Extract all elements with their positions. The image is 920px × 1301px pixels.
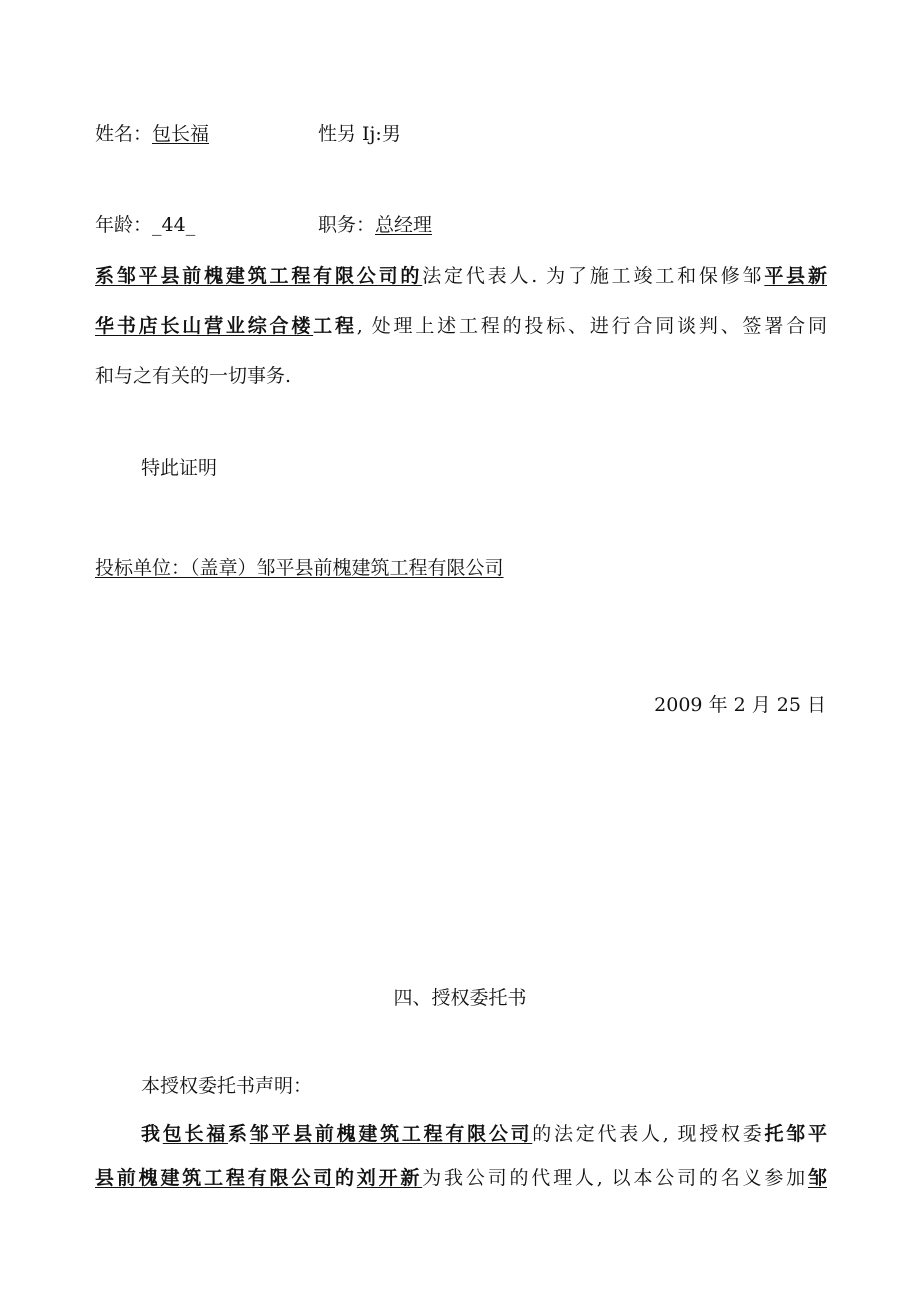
name-label: 姓名： (95, 123, 153, 145)
position-label: 职务： (318, 214, 376, 236)
gender-label: 性另 Ij: (318, 123, 382, 145)
auth-company-start: 托邹平 (764, 1123, 827, 1145)
name-row (95, 122, 209, 146)
age-row (95, 213, 195, 237)
auth-company-name: 邹平县前槐建筑工程有限公司 (249, 1123, 533, 1145)
project-name-part-2: 华书店长山营业综合楼 (95, 315, 314, 337)
age-value: _44_ (152, 214, 196, 236)
p1-text-2: , 处理上述工程的投标、进行合同谈判、签署合同 (356, 315, 827, 337)
section-heading: 四、授权委托书 (393, 987, 527, 1009)
project-word: 工程 (313, 315, 357, 337)
paragraph-1-line-3: 和与之有关的一切事务. (95, 365, 292, 387)
auth-text-1: 的法定代表人, 现授权委 (532, 1123, 765, 1145)
auth-xi: 系 (227, 1123, 250, 1145)
statement-text: 本授权委托书声明： (141, 1075, 313, 1097)
auth-text-2: 为我公司的代理人, 以本公司的名义参加 (422, 1167, 808, 1189)
name-value: 包长福 (152, 123, 210, 145)
date-text: 2009 年 2 月 25 日 (654, 694, 826, 716)
project-name-part-1: 平县新 (764, 265, 827, 287)
auth-de: 的 (334, 1167, 357, 1189)
gender-value: 男 (381, 123, 401, 145)
paragraph-1-line-2 (95, 314, 827, 338)
auth-agent-name: 刘开新 (356, 1167, 423, 1189)
auth-i: 我 (141, 1123, 163, 1145)
auth-company-rest: 县前槐建筑工程有限公司 (95, 1167, 335, 1189)
paragraph-1-line-1 (95, 264, 827, 288)
age-label: 年龄： (95, 214, 153, 236)
position-value: 总经理 (375, 214, 433, 236)
certify-text: 特此证明 (141, 457, 218, 479)
auth-legal-rep-name: 包长福 (162, 1123, 228, 1145)
auth-line-2 (95, 1166, 827, 1190)
position-row (318, 213, 432, 237)
auth-line-1 (141, 1122, 827, 1146)
auth-project-start: 邹 (807, 1167, 827, 1189)
p1-text-1: 法定代表人. 为了施工竣工和保修邹 (422, 265, 765, 287)
bidder-line: 投标单位：（盖章）邹平县前槐建筑工程有限公司 (95, 557, 504, 579)
gender-row (318, 122, 401, 146)
company-name: 系邹平县前槐建筑工程有限公司的 (95, 265, 423, 287)
